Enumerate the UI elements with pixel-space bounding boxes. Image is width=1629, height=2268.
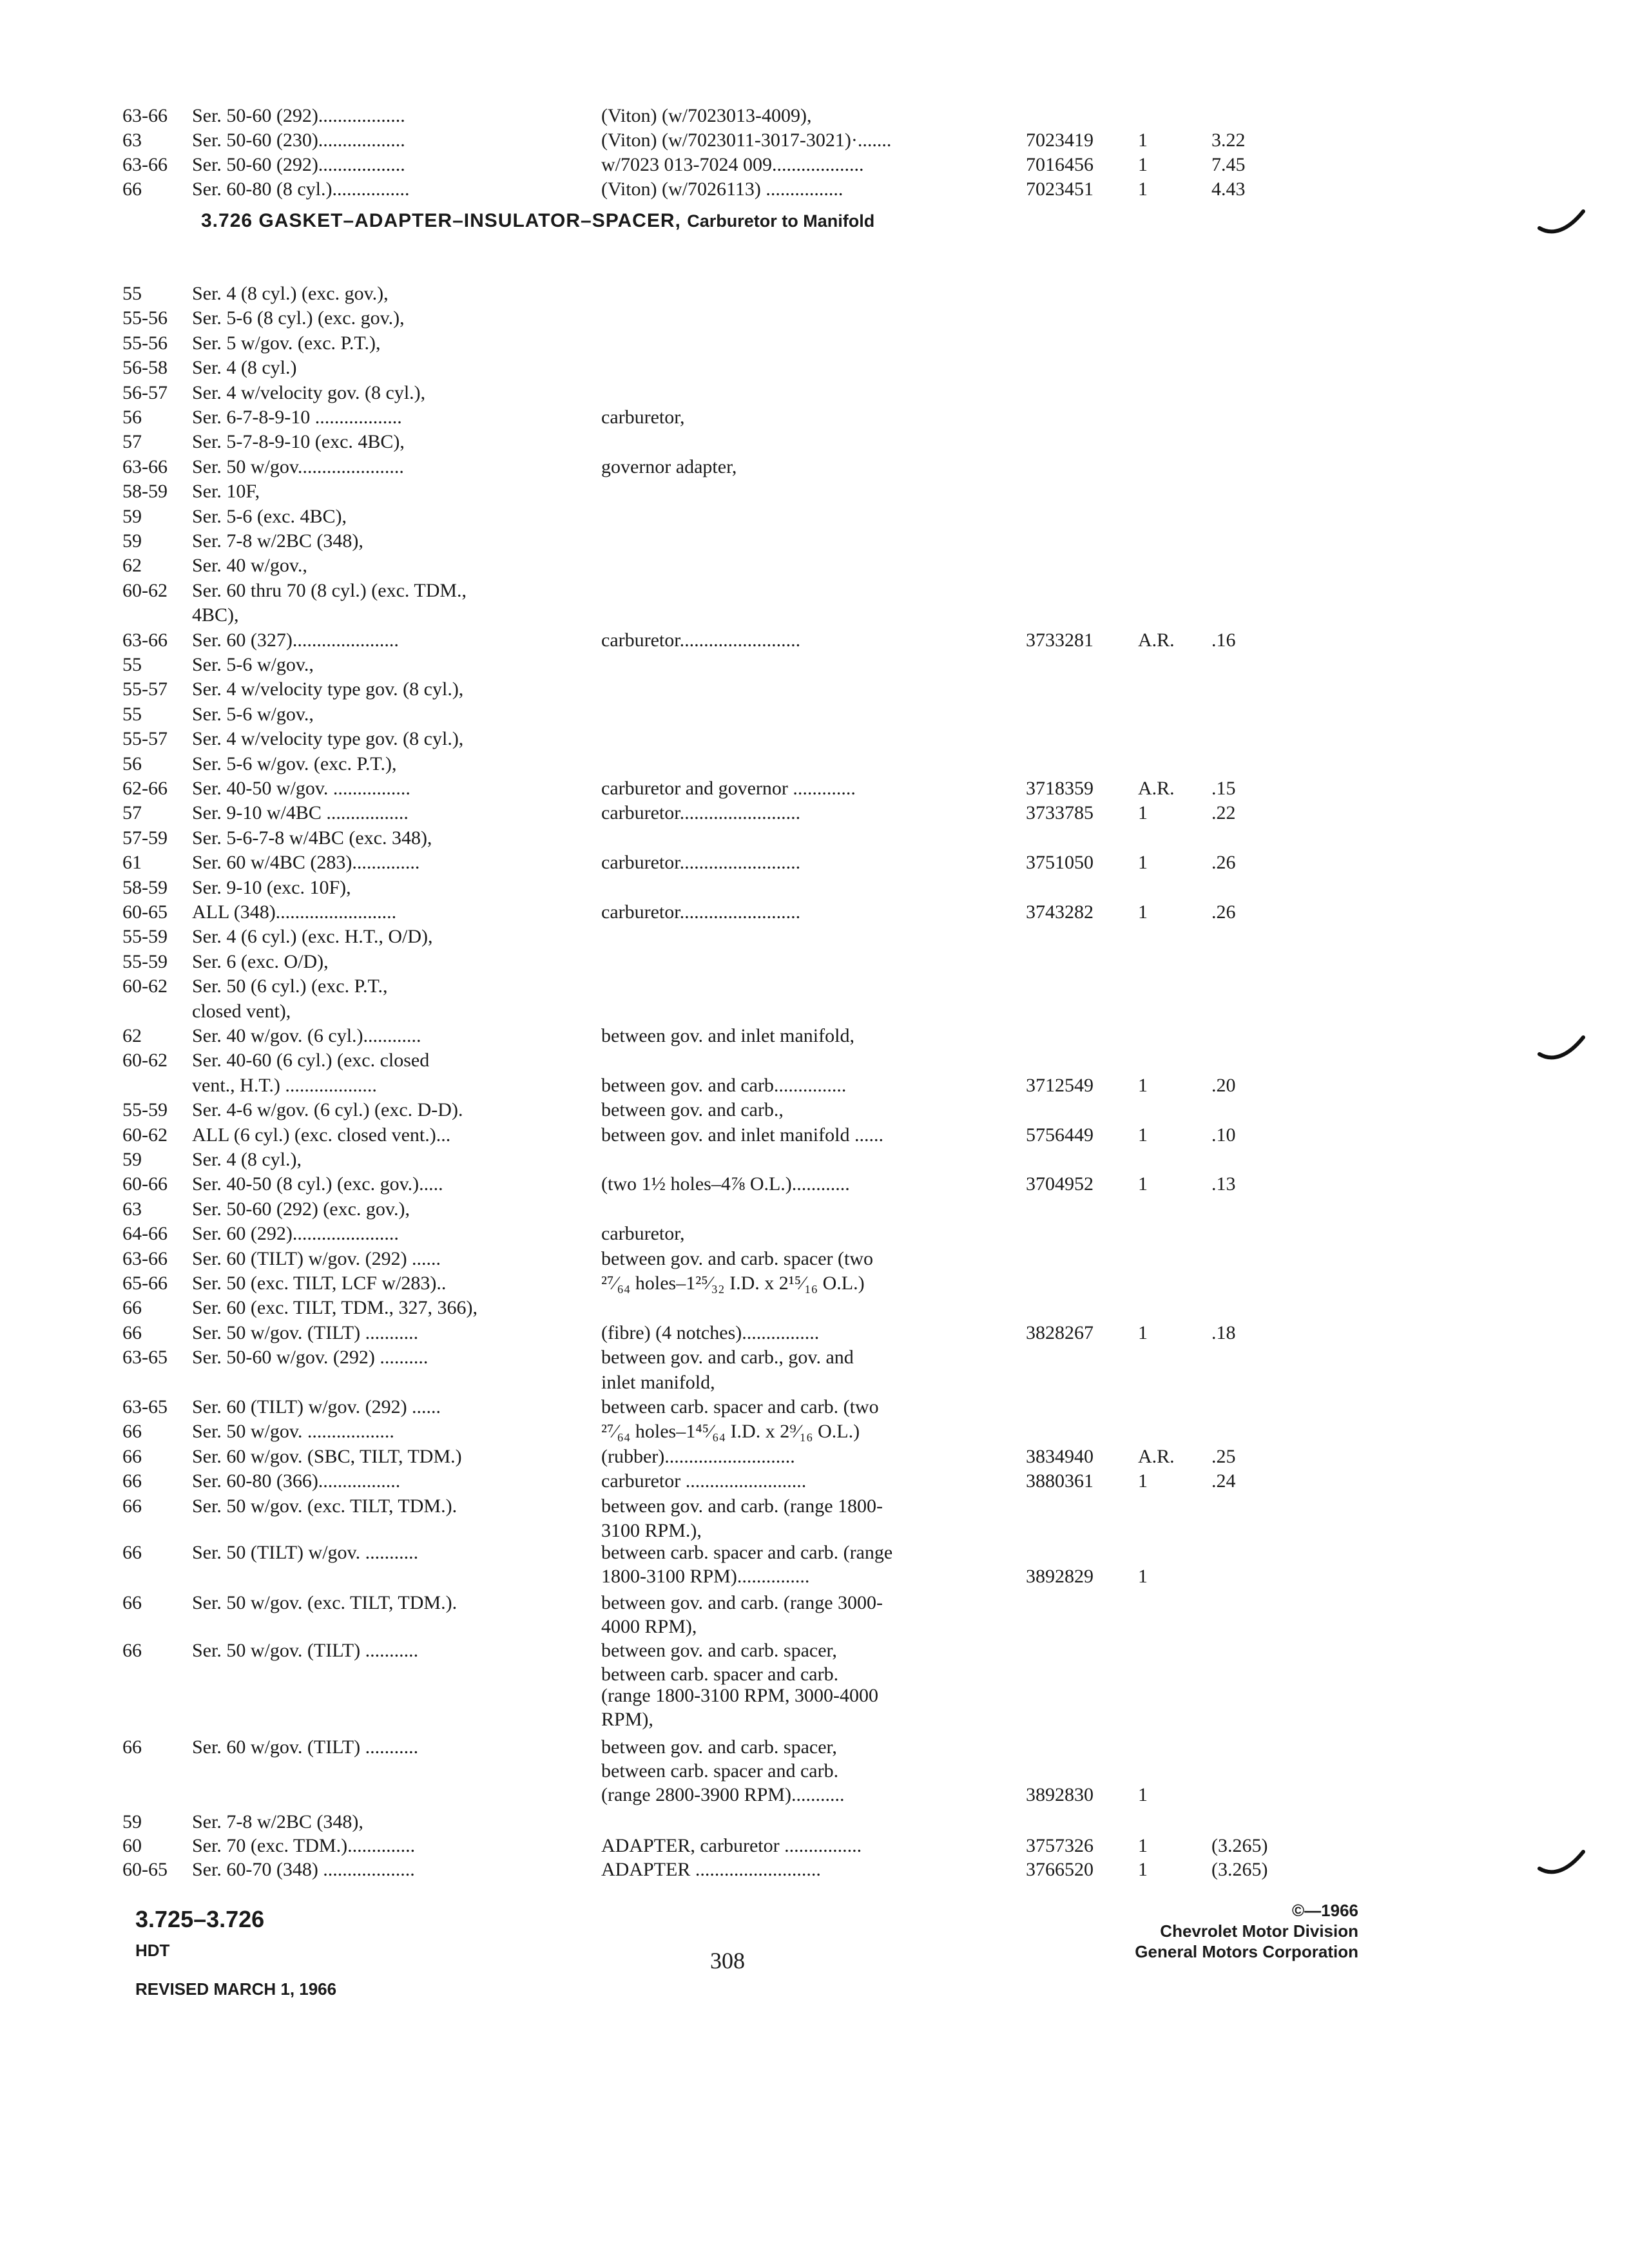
part-description: carburetor......................... [601,802,801,824]
price: .10 [1211,1124,1236,1146]
part-description: (rubber)........................... [601,1445,795,1467]
price: (3.265) [1211,1859,1268,1880]
series-model: Ser. 5-6-7-8 w/4BC (exc. 348), [192,827,432,849]
model-year: 55 [122,654,142,675]
price: .26 [1211,852,1236,874]
table-row [0,1468,1629,1494]
part-description: ADAPTER, carburetor ................ [601,1835,862,1856]
series-model: Ser. 4 w/velocity type gov. (8 cyl.), [192,728,464,750]
table-row [0,553,1629,579]
table-row [0,177,1629,202]
series-model: Ser. 60-80 (366)................. [192,1470,401,1492]
model-year: 63-66 [122,1247,168,1269]
table-row [0,1320,1629,1346]
series-model: Ser. 60 w/4BC (283).............. [192,852,420,874]
price: .20 [1211,1074,1236,1096]
series-model: Ser. 7-8 w/2BC (348), [192,1811,363,1832]
table-row [0,1147,1629,1173]
table-row [0,825,1629,851]
table-row [0,1122,1629,1148]
series-model: Ser. 60 w/gov. (TILT) ........... [192,1736,419,1758]
model-year: 62 [122,1025,142,1046]
table-row [0,1246,1629,1272]
part-number: 3743282 [1026,901,1094,923]
binding-hole-mark [1537,207,1588,240]
model-year: 59 [122,505,142,527]
table-row [0,800,1629,826]
series-model: Ser. 4 (8 cyl.), [192,1149,302,1170]
table-row [0,1540,1629,1566]
quantity: 1 [1138,802,1148,824]
model-year: 62-66 [122,778,168,799]
quantity: 1 [1138,901,1148,923]
series-model: Ser. 5-6 w/gov. (exc. P.T.), [192,753,397,774]
part-description: 4000 RPM), [601,1616,697,1637]
series-model: closed vent), [192,1000,291,1022]
table-row [0,850,1629,876]
series-model: Ser. 50-60 w/gov. (292) .......... [192,1347,429,1369]
model-year: 60-62 [122,579,168,601]
binding-hole-mark [1537,1848,1588,1880]
model-year: 57 [122,802,142,824]
price: .22 [1211,802,1236,824]
table-row [0,1345,1629,1370]
model-year: 63-66 [122,456,168,477]
model-year: 66 [122,1421,142,1443]
part-description: between carb. spacer and carb. [601,1664,839,1685]
model-year: 59 [122,530,142,552]
table-row [0,628,1629,653]
model-year: 63-66 [122,105,168,126]
section-subtitle: Carburetor to Manifold [687,211,875,231]
part-description: governor adapter, [601,456,737,477]
quantity: A.R. [1138,778,1175,799]
series-model: Ser. 5-6 (exc. 4BC), [192,505,347,527]
model-year: 63-66 [122,629,168,651]
model-year: 55-59 [122,1099,168,1121]
table-row [0,305,1629,331]
quantity: 1 [1138,1321,1148,1343]
model-year: 66 [122,1495,142,1517]
table-row [0,1614,1629,1640]
table-row [0,924,1629,950]
table-row [0,652,1629,678]
table-row [0,999,1629,1024]
table-row [0,1494,1629,1519]
series-model: Ser. 40 w/gov. (6 cyl.)............ [192,1025,421,1046]
series-model: ALL (6 cyl.) (exc. closed vent.)... [192,1124,451,1146]
series-model: ALL (348)......................... [192,901,397,923]
table-row [0,1171,1629,1197]
table-row [0,281,1629,307]
price: (3.265) [1211,1835,1268,1856]
table-row [0,726,1629,752]
model-year: 60-66 [122,1173,168,1195]
series-model: Ser. 50 w/gov. (TILT) ........... [192,1640,419,1661]
table-row [0,1782,1629,1808]
model-year: 66 [122,1736,142,1758]
part-description: between gov. and carb. spacer, [601,1736,837,1758]
model-year: 55-57 [122,728,168,750]
part-description: carburetor, [601,1223,685,1245]
part-number: 3718359 [1026,778,1094,799]
binding-hole-mark [1537,1033,1588,1066]
series-model: Ser. 50 w/gov. (exc. TILT, TDM.). [192,1592,458,1613]
footer-division: Chevrolet Motor Division [1160,1921,1358,1941]
part-description: (fibre) (4 notches)................ [601,1321,820,1343]
part-description: (Viton) (w/7023013-4009), [601,105,812,126]
model-year: 55-57 [122,678,168,700]
part-description: between carb. spacer and carb. (two [601,1396,879,1418]
part-number: 3733281 [1026,629,1094,651]
table-row [0,405,1629,430]
table-row [0,1196,1629,1222]
model-year: 66 [122,1321,142,1343]
model-year: 63-66 [122,154,168,175]
table-row [0,1590,1629,1616]
table-row [0,702,1629,727]
price: .13 [1211,1173,1236,1195]
table-row [0,949,1629,975]
series-model: Ser. 50-60 (292).................. [192,154,405,175]
quantity: 1 [1138,130,1148,151]
part-number: 5756449 [1026,1124,1094,1146]
table-row [0,974,1629,999]
table-row [0,528,1629,554]
model-year: 60-62 [122,975,168,997]
quantity: 1 [1138,1074,1148,1096]
part-number: 3733785 [1026,802,1094,824]
part-description: 1800-3100 RPM)............... [601,1566,810,1587]
series-model: Ser. 40-50 (8 cyl.) (exc. gov.)..... [192,1173,443,1195]
section-title: GASKET–ADAPTER–INSULATOR–SPACER, [258,210,681,231]
table-row [0,677,1629,702]
model-year: 56 [122,753,142,774]
model-year: 60-65 [122,901,168,923]
quantity: 1 [1138,1566,1148,1587]
part-description: between carb. spacer and carb. (range [601,1542,893,1563]
series-model: Ser. 50 (exc. TILT, LCF w/283).. [192,1273,447,1294]
table-row [0,504,1629,530]
footer-series: HDT [135,1941,170,1960]
model-year: 55 [122,703,142,725]
table-row [0,751,1629,777]
model-year: 56-58 [122,357,168,379]
series-model: 4BC), [192,604,239,626]
part-number: 7023419 [1026,130,1094,151]
table-row [0,1073,1629,1099]
table-row [0,899,1629,925]
model-year: 66 [122,1470,142,1492]
part-description: (range 1800-3100 RPM, 3000-4000 [601,1685,878,1706]
series-model: Ser. 5-6 w/gov., [192,654,314,675]
quantity: 1 [1138,1124,1148,1146]
model-year: 55-56 [122,307,168,329]
page-number: 308 [710,1948,745,1974]
series-model: Ser. 4 w/velocity gov. (8 cyl.), [192,381,426,403]
table-row [0,1707,1629,1733]
series-model: Ser. 50-60 (292).................. [192,105,405,126]
model-year: 66 [122,1445,142,1467]
series-model: Ser. 10F, [192,481,260,503]
price: .24 [1211,1470,1236,1492]
part-description: between gov. and inlet manifold, [601,1025,854,1046]
price: .16 [1211,629,1236,651]
footer-copyright: ©—1966 [1292,1901,1358,1920]
part-number: 3766520 [1026,1859,1094,1880]
table-row [0,602,1629,628]
series-model: Ser. 5 w/gov. (exc. P.T.), [192,332,381,354]
quantity: 1 [1138,178,1148,200]
model-year: 62 [122,555,142,577]
series-model: Ser. 50 w/gov. .................. [192,1421,394,1443]
quantity: 1 [1138,1470,1148,1492]
table-row [0,1271,1629,1296]
table-row [0,1023,1629,1049]
series-model: Ser. 4 w/velocity type gov. (8 cyl.), [192,678,464,700]
table-row [0,1370,1629,1396]
series-model: vent., H.T.) ................... [192,1074,377,1096]
series-model: Ser. 4-6 w/gov. (6 cyl.) (exc. D-D). [192,1099,463,1121]
quantity: 1 [1138,154,1148,175]
table-row [0,1048,1629,1073]
series-model: Ser. 6 (exc. O/D), [192,950,329,972]
series-model: Ser. 5-7-8-9-10 (exc. 4BC), [192,431,405,453]
part-number: 3880361 [1026,1470,1094,1492]
series-model: Ser. 4 (6 cyl.) (exc. H.T., O/D), [192,926,433,948]
part-description: carburetor, [601,407,685,428]
quantity: 1 [1138,852,1148,874]
series-model: Ser. 5-6 w/gov., [192,703,314,725]
part-description: between gov. and inlet manifold ...... [601,1124,883,1146]
price: .26 [1211,901,1236,923]
price: .15 [1211,778,1236,799]
footer-revised-date: REVISED MARCH 1, 1966 [135,1979,337,1999]
part-description: ADAPTER .......................... [601,1859,821,1880]
model-year: 63 [122,130,142,151]
series-model: Ser. 5-6 (8 cyl.) (exc. gov.), [192,307,405,329]
footer-section-range: 3.725–3.726 [135,1906,265,1932]
table-row [0,380,1629,406]
quantity: A.R. [1138,629,1175,651]
table-row [0,355,1629,381]
series-model: Ser. 50-60 (292) (exc. gov.), [192,1198,410,1220]
table-row [0,1809,1629,1835]
part-description: between carb. spacer and carb. [601,1760,839,1782]
model-year: 55-59 [122,950,168,972]
table-row [0,1221,1629,1247]
part-description: carburetor......................... [601,901,801,923]
model-year: 59 [122,1149,142,1170]
model-year: 66 [122,178,142,200]
table-row [0,1444,1629,1470]
quantity: A.R. [1138,1445,1175,1467]
model-year: 63-65 [122,1347,168,1369]
series-model: Ser. 40 w/gov., [192,555,307,577]
part-number: 3751050 [1026,852,1094,874]
series-model: Ser. 70 (exc. TDM.).............. [192,1835,416,1856]
part-number: 3892830 [1026,1784,1094,1805]
model-year: 57 [122,431,142,453]
series-model: Ser. 50 (TILT) w/gov. ........... [192,1542,419,1563]
model-year: 60-62 [122,1124,168,1146]
series-model: Ser. 4 (8 cyl.) [192,357,297,379]
part-description: between gov. and carb............... [601,1074,847,1096]
series-model: Ser. 60 (exc. TILT, TDM., 327, 366), [192,1297,478,1319]
series-model: Ser. 50-60 (230).................. [192,130,405,151]
part-description: (Viton) (w/7026113) ................ [601,178,843,200]
table-row [0,454,1629,480]
table-row [0,1833,1629,1859]
series-model: Ser. 9-10 w/4BC ................. [192,802,409,824]
part-description: carburetor......................... [601,852,801,874]
part-description: between gov. and carb. (range 1800- [601,1495,883,1517]
part-number: 7016456 [1026,154,1094,175]
part-description: (two 1½ holes–4⅞ O.L.)............ [601,1173,850,1195]
model-year: 66 [122,1592,142,1613]
part-description: w/7023 013-7024 009................... [601,154,864,175]
table-row [0,1419,1629,1445]
model-year: 58-59 [122,876,168,898]
part-number: 3704952 [1026,1173,1094,1195]
table-row [0,429,1629,455]
part-number: 3834940 [1026,1445,1094,1467]
model-year: 66 [122,1542,142,1563]
part-description: ²⁷⁄₆₄ holes–1²⁵⁄₃₂ I.D. x 2¹⁵⁄₁₆ O.L.) [601,1273,865,1294]
table-row [0,152,1629,178]
model-year: 59 [122,1811,142,1832]
model-year: 63-65 [122,1396,168,1418]
series-model: Ser. 50 (6 cyl.) (exc. P.T., [192,975,388,997]
table-row [0,103,1629,129]
series-model: Ser. 50 w/gov. (TILT) ........... [192,1321,419,1343]
part-number: 3757326 [1026,1835,1094,1856]
table-row [0,1683,1629,1709]
model-year: 55 [122,283,142,304]
section-heading [201,210,874,232]
part-description: carburetor and governor ............. [601,778,856,799]
part-description: RPM), [601,1709,653,1730]
table-row [0,776,1629,802]
series-model: Ser. 50 w/gov...................... [192,456,404,477]
quantity: 1 [1138,1835,1148,1856]
series-model: Ser. 9-10 (exc. 10F), [192,876,351,898]
model-year: 66 [122,1640,142,1661]
model-year: 60 [122,1835,142,1856]
quantity: 1 [1138,1784,1148,1805]
part-description: carburetor ......................... [601,1470,807,1492]
price: .25 [1211,1445,1236,1467]
part-number: 3828267 [1026,1321,1094,1343]
series-model: Ser. 60 (TILT) w/gov. (292) ...... [192,1247,441,1269]
model-year: 56 [122,407,142,428]
part-description: 3100 RPM.), [601,1520,702,1541]
part-number: 7023451 [1026,178,1094,200]
table-row [0,1295,1629,1321]
footer-corporation: General Motors Corporation [1135,1942,1358,1961]
part-description: between gov. and carb. spacer, [601,1640,837,1661]
model-year: 65-66 [122,1273,168,1294]
table-row [0,1564,1629,1590]
table-row [0,331,1629,356]
price: 7.45 [1211,154,1246,175]
table-row [0,479,1629,505]
table-row [0,1394,1629,1420]
model-year: 61 [122,852,142,874]
model-year: 60-62 [122,1050,168,1072]
table-row [0,875,1629,901]
model-year: 56-57 [122,381,168,403]
model-year: 66 [122,1297,142,1319]
series-model: Ser. 4 (8 cyl.) (exc. gov.), [192,283,389,304]
table-row [0,1857,1629,1883]
model-year: 63 [122,1198,142,1220]
series-model: Ser. 60 thru 70 (8 cyl.) (exc. TDM., [192,579,467,601]
model-year: 55-59 [122,926,168,948]
part-description: (range 2800-3900 RPM)........... [601,1784,845,1805]
model-year: 58-59 [122,481,168,503]
table-row [0,1758,1629,1784]
series-model: Ser. 40-60 (6 cyl.) (exc. closed [192,1050,430,1072]
table-row [0,1735,1629,1760]
part-number: 3892829 [1026,1566,1094,1587]
table-row [0,128,1629,153]
model-year: 55-56 [122,332,168,354]
series-model: Ser. 60-80 (8 cyl.)................ [192,178,410,200]
series-model: Ser. 60 (327)...................... [192,629,399,651]
table-row [0,1638,1629,1664]
series-model: Ser. 60-70 (348) ................... [192,1859,415,1880]
series-model: Ser. 6-7-8-9-10 .................. [192,407,402,428]
series-model: Ser. 60 w/gov. (SBC, TILT, TDM.) [192,1445,462,1467]
series-model: Ser. 40-50 w/gov. ................ [192,778,410,799]
model-year: 57-59 [122,827,168,849]
quantity: 1 [1138,1173,1148,1195]
model-year: 64-66 [122,1223,168,1245]
part-description: carburetor......................... [601,629,801,651]
series-model: Ser. 7-8 w/2BC (348), [192,530,363,552]
price: .18 [1211,1321,1236,1343]
series-model: Ser. 50 w/gov. (exc. TILT, TDM.). [192,1495,458,1517]
part-description: between gov. and carb., gov. and [601,1347,854,1369]
series-model: Ser. 60 (TILT) w/gov. (292) ...... [192,1396,441,1418]
series-model: Ser. 60 (292)...................... [192,1223,399,1245]
part-description: ²⁷⁄₆₄ holes–1⁴⁵⁄₆₄ I.D. x 2⁹⁄₁₆ O.L.) [601,1421,860,1443]
part-description: between gov. and carb. spacer (two [601,1247,874,1269]
section-number: 3.726 [201,210,253,231]
model-year: 60-65 [122,1859,168,1880]
quantity: 1 [1138,1859,1148,1880]
table-row [0,578,1629,604]
part-number: 3712549 [1026,1074,1094,1096]
part-description: (Viton) (w/7023011-3017-3021)·....... [601,130,892,151]
part-description: between gov. and carb., [601,1099,784,1121]
table-row [0,1097,1629,1123]
part-description: inlet manifold, [601,1371,715,1393]
price: 4.43 [1211,178,1246,200]
part-description: between gov. and carb. (range 3000- [601,1592,883,1613]
price: 3.22 [1211,130,1246,151]
